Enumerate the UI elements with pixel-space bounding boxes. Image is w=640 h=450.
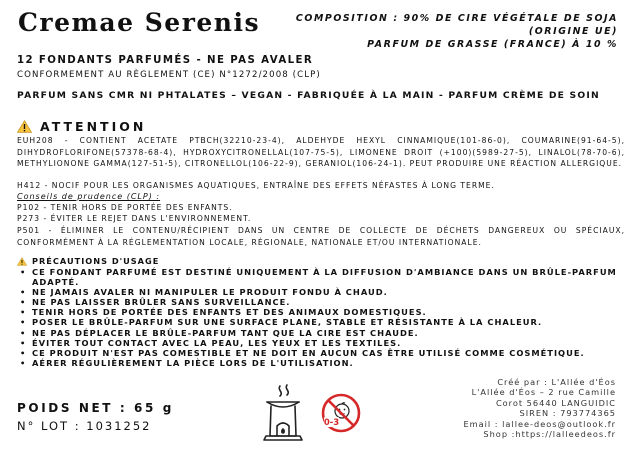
precaution-item: • ÉVITER TOUT CONTACT AVEC LA PEAU, LES YEUX ET LES TEXTILES. [20, 338, 620, 348]
product-title: 12 FONDANTS PARFUMÉS - NE PAS AVALER [17, 55, 314, 66]
composition-line-2: (ORIGINE UE) [528, 26, 618, 37]
precautions-heading [17, 256, 159, 266]
precaution-item: • POSER LE BRÛLE-PARFUM SUR UNE SURFACE PLANE, STABLE ET RÉSISTANTE À LA CHALEUR. [20, 317, 620, 327]
product-claims: PARFUM SANS CMR NI PHTALATES – VEGAN - FABRIQUÉE À LA MAIN - PARFUM CRÈME DE SOIN [17, 90, 600, 101]
credits-line: Corot 56440 LANGUIDIC [495, 397, 616, 408]
brand-name: Cremae Serenis [18, 8, 261, 37]
precautions-title: PRÉCAUTIONS D'USAGE [32, 256, 160, 266]
clp-label: Conseils de prudence (CLP) : [17, 192, 161, 201]
statement-p273: P273 - ÉVITER LE REJET DANS L'ENVIRONNEMENT. [17, 214, 252, 223]
statement-p501: P501 - ÉLIMINER LE CONTENU/RÉCIPIENT DANS UN CENTRE DE COLLECTE DE DÉCHETS DANGEREUX OU SPÉCIAUX, CONFORMÉMENT À LA RÉGLEMENTATION LOCALE, RÉGIONALE, NATIONALE ET/OU INTERNATIONALE. [17, 226, 625, 247]
credits-line: L'Allée d'Éos – 2 rue Camille [471, 387, 616, 398]
warning-icon [17, 257, 27, 266]
attention-heading [17, 119, 146, 134]
precaution-item: • NE PAS LAISSER BRÛLER SANS SURVEILLANCE. [20, 297, 620, 307]
precaution-item: • TENIR HORS DE PORTÉE DES ENFANTS ET DES ANIMAUX DOMESTIQUES. [20, 307, 620, 317]
net-weight: POIDS NET : 65 g [17, 401, 174, 415]
statement-p102: P102 - TENIR HORS DE PORTÉE DES ENFANTS. [17, 203, 233, 212]
age-range-label: 0-3 [323, 418, 340, 428]
precaution-item: • NE JAMAIS AVALER NI MANIPULER LE PRODUIT FONDU À CHAUD. [20, 287, 620, 297]
hazard-h412: H412 - NOCIF POUR LES ORGANISMES AQUATIQUES, ENTRAÎNE DES EFFETS NÉFASTES À LONG TERME. [17, 181, 495, 190]
credits-email: Email : lallee-deos@outlook.fr [463, 418, 616, 429]
credits-shop: Shop :https://lalleedeos.fr [483, 429, 616, 440]
precaution-item: • AÉRER RÉGULIÈREMENT LA PIÈCE LORS DE L'UTILISATION. [20, 358, 620, 368]
wax-burner-icon [258, 382, 308, 450]
precaution-item: • CE PRODUIT N'EST PAS COMESTIBLE ET NE DOIT EN AUCUN CAS ÊTRE UTILISÉ COMME COSMÉTIQUE. [20, 348, 620, 358]
credits-line: SIREN : 793774365 [519, 408, 616, 419]
regulation-conformity: CONFORMEMENT AU RÈGLEMENT (CE) N°1272/2008 (CLP) [17, 70, 321, 80]
precaution-item: • CE FONDANT PARFUMÉ EST DESTINÉ UNIQUEMENT À LA DIFFUSION D'AMBIANCE DANS UN BRÛLE-PARFUM ADAPTÉ. [20, 267, 620, 287]
composition-block [296, 12, 618, 51]
warning-icon [17, 120, 32, 133]
not-for-children-icon [320, 392, 362, 438]
company-credits [463, 377, 616, 439]
allergen-ingredients: EUH208 - CONTIENT ACETATE PTBCH(32210-23-4), ALDEHYDE HEXYL CINNAMIQUE(101-86-0), COUMARINE(91-64-5), DIHYDROFLORIFONE(57378-68-4), HYDROXYCITRONELLAL(107-75-5), LIMONENE DROIT (+100)(5989-27-5), LINALOL(78-70-6), METHYLIONONE GAMMA(127-51-5), CITRONELLOL(106-22-9), GERANIOL(106-24-1). PEUT PRODUIRE UNE RÉACTION ALLERGIQUE. [17, 136, 625, 169]
lot-number: N° LOT : 1031252 [17, 419, 152, 433]
composition-line-3: PARFUM DE GRASSE (FRANCE) À 10 % [367, 39, 618, 50]
credits-line: Créé par : L'Allée d'Éos [497, 377, 616, 387]
attention-title: ATTENTION [40, 119, 147, 134]
precaution-item: • NE PAS DÉPLACER LE BRÛLE-PARFUM TANT QUE LA CIRE EST CHAUDE. [20, 328, 620, 338]
composition-line-1: COMPOSITION : 90% DE CIRE VÉGÉTALE DE SOJA [295, 13, 618, 24]
precautions-list [20, 267, 620, 368]
